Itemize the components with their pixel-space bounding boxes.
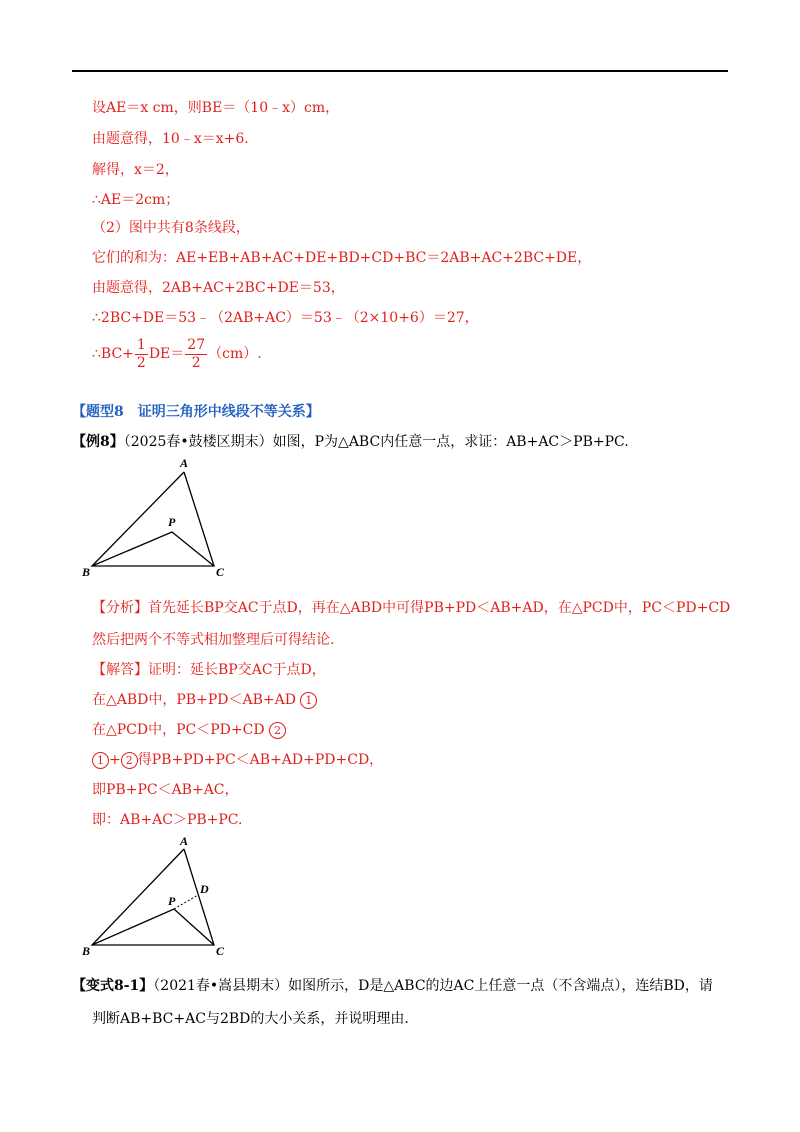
fraction-numerator: 27 <box>187 336 206 353</box>
vertex-label-c: C <box>216 944 225 958</box>
solution-line-8: ∴2BC+DE＝53﹣（2AB+AC）＝53﹣（2×10+6）＝27， <box>92 310 479 326</box>
vertex-label-c: C <box>216 565 225 579</box>
solution-line-5: （2）图中共有8条线段， <box>92 220 250 236</box>
vertex-label-b: B <box>82 565 91 579</box>
header-rule <box>72 70 728 72</box>
circled-number-2: 2 <box>269 722 286 739</box>
fraction-27-halves <box>185 337 207 372</box>
solution-line-4: ∴AE＝2cm； <box>92 192 180 208</box>
vertex-label-b: B <box>82 944 91 958</box>
fraction-denominator: 2 <box>191 354 201 371</box>
variant-text-1: （2021春•嵩县期末）如图所示，D是△ABC的边AC上任意一点（不含端点），连结BD，请 <box>153 978 713 994</box>
circled-number-1: 1 <box>300 692 317 709</box>
answer-line-2-text: 在△ABD中，PB+PD＜AB+AD <box>92 692 296 708</box>
point-label-p: P <box>168 515 176 529</box>
answer-line-4 <box>92 750 383 770</box>
analysis-line-1: 【分析】首先延长BP交AC于点D，再在△ABD中可得PB+PD＜AB+AD，在△PCD中，PC＜PD+CD <box>92 600 731 616</box>
variant-line-2: 判断AB+BC+AC与2BD的大小关系，并说明理由. <box>92 1011 409 1027</box>
solution-line-9-suffix: （cm）. <box>208 346 262 362</box>
solution-line-2: 由题意得，10﹣x＝x+6. <box>92 131 249 147</box>
vertex-label-a: A <box>180 834 189 848</box>
solution-line-7: 由题意得，2AB+AC+2BC+DE＝53， <box>92 280 345 296</box>
circled-number-2: 2 <box>121 752 138 769</box>
triangle-figure-1 <box>80 452 240 582</box>
answer-line-6: 即：AB+AC＞PB+PC. <box>92 812 243 828</box>
circled-number-1: 1 <box>92 752 109 769</box>
answer-line-3-text: 在△PCD中，PC＜PD+CD <box>92 722 265 738</box>
answer-line-4-text: 得PB+PD+PC＜AB+AD+PD+CD， <box>137 752 384 768</box>
answer-line-5: 即PB+PC＜AB+AC， <box>92 782 239 798</box>
solution-line-3: 解得，x＝2， <box>92 162 179 178</box>
solution-line-1: 设AE＝x cm，则BE＝（10﹣x）cm， <box>92 100 340 116</box>
triangle-figure-2 <box>80 833 240 963</box>
point-label-d: D <box>200 882 209 896</box>
fraction-denominator: 2 <box>136 354 146 371</box>
example-text: （2025春•鼓楼区期末）如图，P为△ABC内任意一点，求证：AB+AC＞PB+PC. <box>123 434 629 450</box>
example-line <box>72 432 629 452</box>
analysis-line-2: 然后把两个不等式相加整理后可得结论. <box>92 632 335 648</box>
example-label: 【例8】 <box>72 434 124 450</box>
vertex-label-a: A <box>180 456 189 470</box>
variant-line-1 <box>72 976 713 996</box>
solution-line-9 <box>92 336 262 372</box>
answer-line-3 <box>92 720 286 740</box>
fraction-one-half <box>135 337 148 372</box>
solution-line-9-prefix: ∴BC+ <box>92 346 134 362</box>
plus-sign: + <box>109 752 121 768</box>
answer-line-2 <box>92 690 317 710</box>
answer-line-1: 【解答】证明：延长BP交AC于点D， <box>92 662 326 678</box>
fraction-numerator: 1 <box>136 336 146 353</box>
solution-line-6: 它们的和为：AE+EB+AB+AC+DE+BD+CD+BC＝2AB+AC+2BC+DE， <box>92 250 592 266</box>
solution-line-9-mid: DE＝ <box>148 346 185 362</box>
section-heading: 【题型8 证明三角形中线段不等关系】 <box>72 404 320 420</box>
variant-label: 【变式8-1】 <box>72 978 154 994</box>
point-label-p: P <box>168 894 176 908</box>
